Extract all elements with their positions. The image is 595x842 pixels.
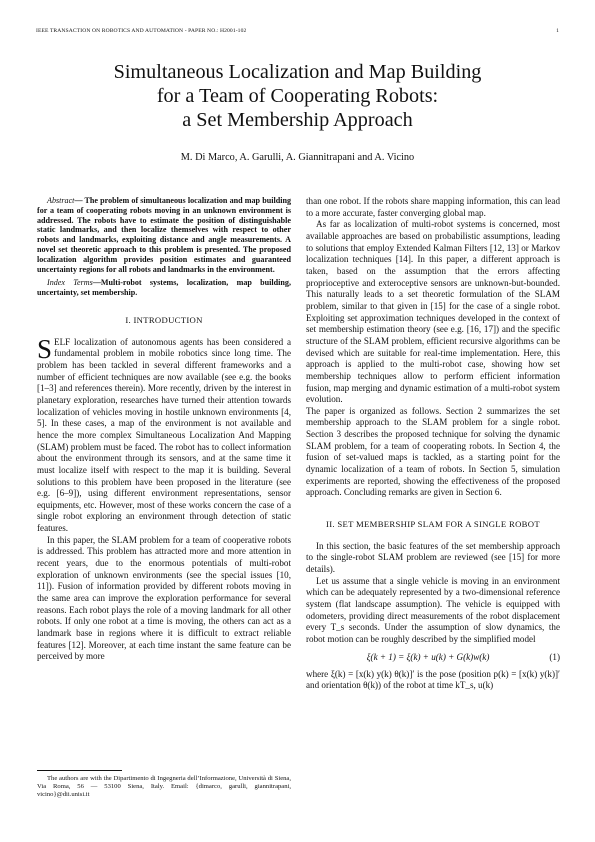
index-terms-text: —Multi-robot systems, localization, map building, uncertainty, set membership. [37, 278, 292, 298]
title-line-2: for a Team of Cooperating Robots: [156, 85, 439, 107]
running-head-title: IEEE TRANSACTION ON ROBOTICS AND AUTOMATION - PAPER NO.: H2001-102 [36, 28, 247, 34]
section2-paragraph-1: In this section, the basic features of the set membership approach to the single-robot SLAM problem are reviewed (see [15] for more details). [306, 540, 560, 575]
intro-paragraph-2: In this paper, the SLAM problem for a team of cooperative robots is addressed. This problem has attracted more and more attention in recent years, due to the enormous potentials of multi-robot exploration of unknown environments (see the special issues [10, 11]). Fusion of information provided by different robots moving in the same area can improve the exploration performance for several reasons. Each robot plays the role of a moving landmark for all other robots. If only one robot at a time is moving, the others can act as a landmark base in regions where it is difficult to extract reliable features [12]. Moreover, at each time instant the same feature can be perceived by more [37, 534, 291, 662]
abstract [37, 196, 291, 274]
abstract-text: — The problem of simultaneous localization and map building for a team of cooperating robots moving in an unknown environment is addressed. The robots have to estimate the position of distinguishable static landmarks, and then localize themselves with respect to other robots and landmarks, exploiting distance and angle measurements. A novel set theoretic approach to this problem is presented. The proposed localization algorithm provides position estimates and guaranteed uncertainty regions for all robots and landmarks in the environment. [37, 196, 291, 274]
running-header [36, 28, 559, 38]
title-line-3: a Set Membership Approach [182, 109, 413, 131]
intro-paragraph-4: As far as localization of multi-robot systems is concerned, most available approaches are based on probabilistic assumptions, leading to solutions that employ Extended Kalman Filters [12, 13] or Markov localization techniques [14]. In this paper, a different approach is taken, based on the assumption that the errors affecting proprioceptive and exteroceptive sensors are unknown-but-bounded. This naturally leads to a set theoretic formulation of the SLAM problem, similar to that given in [15] for the case of a single robot. Exploiting set approximation techniques developed in the context of set membership estimation theory (see e.g. [16, 17]) and the specific structure of the SLAM problem, efficient recursive algorithms can be devised which are suitable for real-time implementation. Here, this approach is applied to the multi-robot case, showing how set membership techniques allow to perform efficient information fusion, map merging and dynamic estimation of a multi-robot system evolution. [306, 219, 560, 405]
intro-paragraph-1-text: ELF localization of autonomous agents has been considered a fundamental problem in mobile robotics since long time. The problem has been tackled in several different frameworks and a number of efficient techniques are now available (see e.g. the books [1–3] and references therein). More recently, driven by the interest in planetary exploration, researches have turned their attention towards localization of vehicles moving in hostile unknown environments [4, 5]. In these cases, a map of the environment is not available and hence the more complex Simultaneous Localization And Mapping (SLAM) problem must be faced. The robot has to collect information about the environment through its sensors, and at the same time it must localize itself with respect to the map it is building. Several solutions to this problem have been proposed in the literature (see e.g. [6–9]), using different environment representations, sensor equipments, etc. However, most of these works concern the case of a single robot exploring an environment through detection of static features. [37, 336, 291, 534]
section2-paragraph-2: Let us assume that a single vehicle is moving in an environment which can be adequately represented by a two-dimensional reference system (flat landscape assumption). The vehicle is equipped with odometers, providing direct measurements of the robot displacement every T_s seconds. Under the assumption of slow dynamics, the robot motion can be roughly described by the simplified model [306, 575, 560, 644]
section2-paragraph-3: where ξ(k) = [x(k) y(k) θ(k)]′ is the pose (position p(k) = [x(k) y(k)]′ and orientation θ(k)) of the robot at time kT_s, u(k) [306, 668, 560, 691]
author-list: M. Di Marco, A. Garulli, A. Giannitrapani and A. Vicino [180, 152, 415, 163]
equation-1-body: ξ(k + 1) = ξ(k) + u(k) + G(k)w(k) [366, 651, 490, 662]
abstract-label: Abstract [47, 196, 75, 205]
intro-paragraph-1 [37, 333, 291, 535]
equation-1-number: (1) [549, 651, 560, 662]
intro-paragraph-3: than one robot. If the robots share mapping information, this can lead to a more accurate, faster converging global map. [306, 196, 560, 218]
section-heading-introduction: I. INTRODUCTION [125, 314, 203, 325]
paper-title [36, 60, 559, 132]
index-terms [37, 278, 291, 298]
title-line-1: Simultaneous Localization and Map Building [113, 61, 482, 83]
section-heading-set-membership: II. SET MEMBERSHIP SLAM FOR A SINGLE ROBOT [326, 519, 540, 530]
index-terms-label: Index Terms [47, 278, 93, 288]
drop-cap: S [37, 333, 53, 364]
footnote-text: The authors are with the Dipartimento di Ingegneria dell’Informazione, Università di Siena, Via Roma, 56 — 53100 Siena, Italy. Email: {dimarco, garulli, giannitrapani, vicino}@dii.unisi.it [37, 775, 291, 799]
equation-1 [306, 650, 560, 666]
footnote-rule [37, 770, 122, 771]
author-footnote [37, 775, 291, 800]
page-number: 1 [556, 28, 559, 34]
right-column [306, 196, 560, 692]
left-column [37, 196, 291, 663]
intro-paragraph-5: The paper is organized as follows. Section 2 summarizes the set membership approach to the SLAM problem for a single robot. Section 3 describes the proposed technique for solving the dynamic SLAM problem, for a team of cooperating robots. In Section 4, the fusion of set-valued maps is tackled, as a starting point for the dynamic localization of a team of robots. In Section 5, simulation experiments are reported, showing the effectiveness of the proposed approach. Concluding remarks are given in Section 6. [306, 405, 560, 498]
